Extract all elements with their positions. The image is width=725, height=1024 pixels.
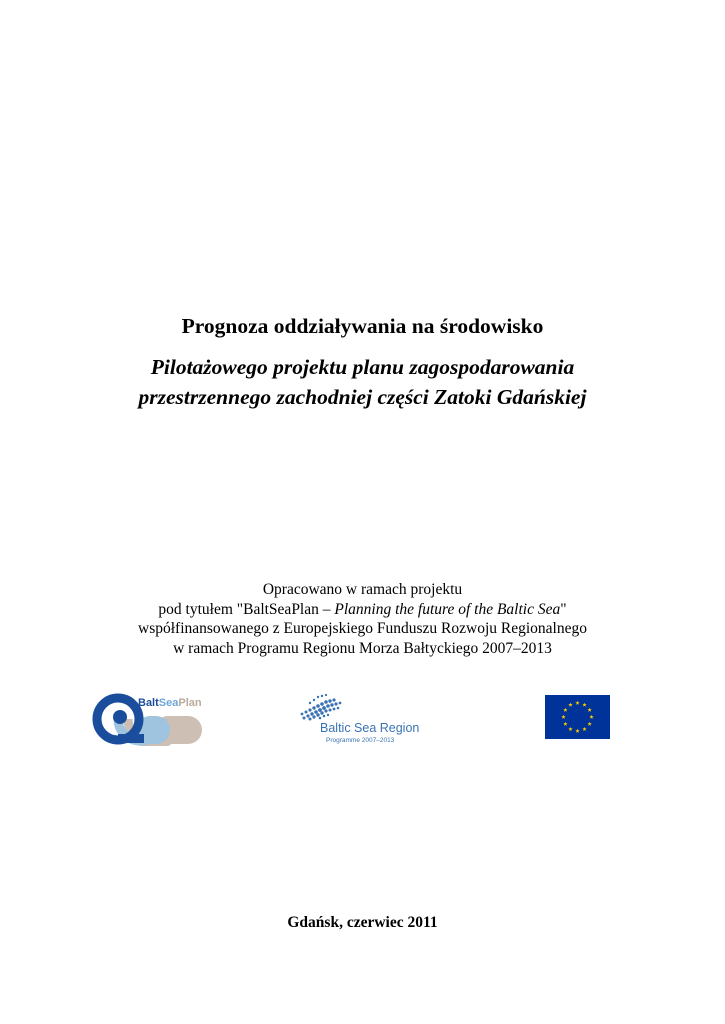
info-line-2 xyxy=(0,600,725,620)
baltseaplan-logo xyxy=(92,692,212,746)
logo-bsp-text-3: Plan xyxy=(178,697,202,709)
project-info xyxy=(0,580,725,658)
info-line-3: współfinansowanego z Europejskiego Funduszu Rozwoju Regionalnego xyxy=(138,620,587,637)
info-line-4: w ramach Programu Regionu Morza Bałtyckiego 2007–2013 xyxy=(173,639,552,657)
info-line-2-suffix: " xyxy=(560,600,567,618)
subtitle-line-2: przestrzennego zachodniej części Zatoki Gdańskiej xyxy=(138,385,587,409)
document-subtitle xyxy=(0,352,725,412)
logo-bsr-name: Baltic Sea Region xyxy=(320,721,420,735)
logos-row xyxy=(0,690,725,750)
logo-bsp-text-1: Balt xyxy=(138,697,159,709)
baltic-sea-region-logo xyxy=(296,692,428,744)
svg-text:BaltSeaPlan xyxy=(138,697,202,709)
place-date: Gdańsk, czerwiec 2011 xyxy=(287,914,438,931)
wave-dots-icon xyxy=(301,694,342,721)
info-line-2-prefix: pod tytułem "BaltSeaPlan – xyxy=(158,600,335,618)
subtitle-line-1: Pilotażowego projektu planu zagospodarowania xyxy=(150,355,575,379)
eu-flag-icon xyxy=(545,695,610,739)
logo-bsr-programme: Programme 2007–2013 xyxy=(326,737,395,744)
document-title: Prognoza oddziaływania na środowisko xyxy=(181,314,544,338)
info-line-2-italic: Planning the future of the Baltic Sea xyxy=(334,600,561,618)
info-line-1: Opracowano w ramach projektu xyxy=(262,581,463,598)
logo-bsp-text-2: Sea xyxy=(158,697,179,709)
